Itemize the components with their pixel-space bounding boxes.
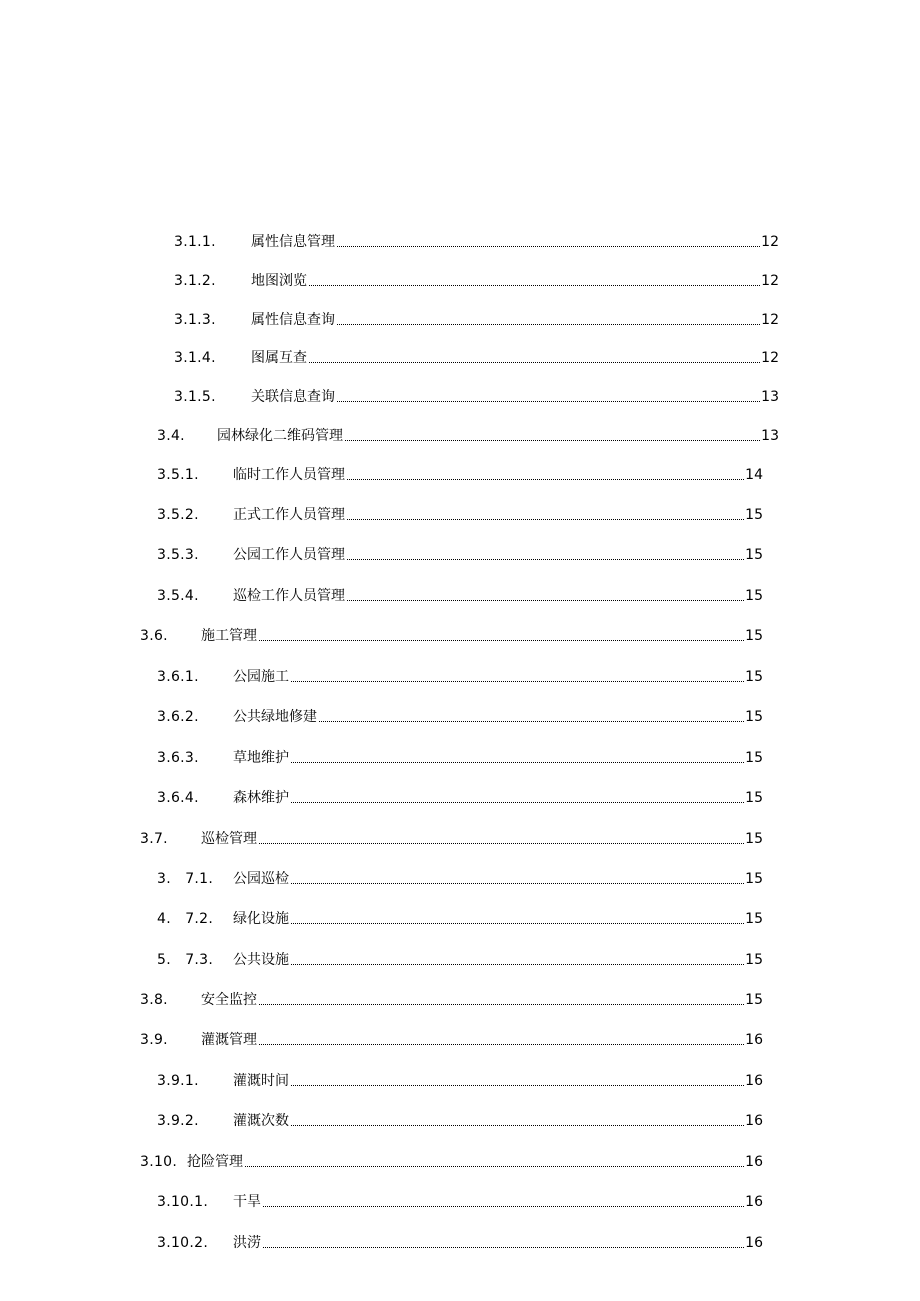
toc-entry[interactable] xyxy=(157,1108,763,1130)
toc-entry-page: 15 xyxy=(745,750,763,766)
toc-dot-leader xyxy=(337,245,760,247)
toc-dot-leader xyxy=(291,801,744,803)
toc-entry-title: 公园工作人员管理 xyxy=(233,547,345,563)
toc-entry-page: 15 xyxy=(745,628,763,644)
toc-entry-number: 3.5.2. xyxy=(157,507,199,523)
toc-entry-number: 3.1.2. xyxy=(174,273,216,289)
toc-entry-title: 地图浏览 xyxy=(251,273,307,289)
toc-entry-number: 3.6.1. xyxy=(157,669,199,685)
toc-entry-title: 巡检管理 xyxy=(201,831,257,847)
toc-entry-page: 14 xyxy=(745,467,763,483)
toc-dot-leader xyxy=(291,882,744,884)
toc-dot-leader xyxy=(259,1003,744,1005)
toc-entry[interactable] xyxy=(157,583,763,605)
toc-entry-page: 16 xyxy=(745,1154,763,1170)
toc-entry-page: 15 xyxy=(745,669,763,685)
toc-dot-leader xyxy=(347,599,744,601)
toc-entry-number: 3.5.1. xyxy=(157,467,199,483)
toc-entry[interactable] xyxy=(140,1027,763,1049)
toc-entry-title: 灌溉次数 xyxy=(233,1113,289,1129)
toc-entry-page: 13 xyxy=(761,389,779,405)
toc-entry-title: 巡检工作人员管理 xyxy=(233,588,345,604)
toc-dot-leader xyxy=(319,720,744,722)
toc-entry[interactable] xyxy=(157,704,763,726)
toc-entry-number: 3.10.2. xyxy=(157,1235,209,1251)
toc-entry-title: 公园施工 xyxy=(233,669,289,685)
toc-entry-page: 16 xyxy=(745,1032,763,1048)
toc-entry-number: 3.6.4. xyxy=(157,790,199,806)
toc-entry-number: 3.9. xyxy=(140,1032,168,1048)
toc-dot-leader xyxy=(309,284,760,286)
toc-entry-number: 3.1.4. xyxy=(174,350,216,366)
toc-entry-page: 15 xyxy=(745,790,763,806)
toc-entry-page: 13 xyxy=(761,428,779,444)
toc-entry-number: 3.9.2. xyxy=(157,1113,199,1129)
toc-dot-leader xyxy=(291,922,744,924)
toc-entry-title: 洪涝 xyxy=(233,1235,261,1251)
toc-entry-title: 公共设施 xyxy=(233,952,289,968)
toc-dot-leader xyxy=(263,1205,744,1207)
toc-entry-title: 安全监控 xyxy=(201,992,257,1008)
toc-entry[interactable] xyxy=(157,785,763,807)
toc-entry-number: 3.4. xyxy=(157,428,185,444)
toc-dot-leader xyxy=(337,323,760,325)
toc-dot-leader xyxy=(259,1043,744,1045)
toc-dot-leader xyxy=(259,639,744,641)
toc-entry[interactable] xyxy=(157,947,763,969)
toc-dot-leader xyxy=(347,558,744,560)
toc-dot-leader xyxy=(263,1246,744,1248)
toc-entry-number: 3.6. xyxy=(140,628,168,644)
toc-entry-page: 12 xyxy=(761,234,779,250)
toc-entry-page: 15 xyxy=(745,709,763,725)
toc-dot-leader xyxy=(291,963,744,965)
toc-entry-page: 15 xyxy=(745,871,763,887)
toc-entry[interactable] xyxy=(174,307,779,329)
toc-entry-page: 12 xyxy=(761,312,779,328)
toc-entry-title: 公共绿地修建 xyxy=(233,709,317,725)
toc-entry-number: 3.8. xyxy=(140,992,168,1008)
toc-entry-title: 干旱 xyxy=(233,1194,261,1210)
toc-entry-title: 关联信息查询 xyxy=(251,389,335,405)
toc-dot-leader xyxy=(337,400,760,402)
toc-entry-page: 15 xyxy=(745,507,763,523)
toc-entry[interactable] xyxy=(157,664,763,686)
toc-entry-title: 草地维护 xyxy=(233,750,289,766)
toc-entry[interactable] xyxy=(157,502,763,524)
toc-entry[interactable] xyxy=(157,906,763,928)
toc-entry-title: 图属互查 xyxy=(251,350,307,366)
toc-entry[interactable] xyxy=(157,1189,763,1211)
toc-entry[interactable] xyxy=(157,542,763,564)
toc-entry-title: 抢险管理 xyxy=(187,1154,243,1170)
toc-entry-title: 森林维护 xyxy=(233,790,289,806)
toc-entry[interactable] xyxy=(140,826,763,848)
toc-dot-leader xyxy=(291,1084,744,1086)
toc-entry-number: 3.6.3. xyxy=(157,750,199,766)
toc-entry-title: 施工管理 xyxy=(201,628,257,644)
toc-entry-title: 公园巡检 xyxy=(233,871,289,887)
toc-entry-number: 3.5.4. xyxy=(157,588,199,604)
toc-dot-leader xyxy=(347,478,744,480)
toc-entry-page: 16 xyxy=(745,1113,763,1129)
toc-entry-title: 属性信息管理 xyxy=(251,234,335,250)
toc-entry[interactable] xyxy=(174,384,779,406)
toc-entry-title: 属性信息查询 xyxy=(251,312,335,328)
toc-entry-title: 绿化设施 xyxy=(233,911,289,927)
toc-entry-number: 3.7. xyxy=(140,831,168,847)
toc-entry-title: 正式工作人员管理 xyxy=(233,507,345,523)
toc-entry[interactable] xyxy=(140,623,763,645)
toc-dot-leader xyxy=(309,361,760,363)
toc-entry[interactable] xyxy=(174,345,779,367)
toc-entry-number: 3.1.3. xyxy=(174,312,216,328)
toc-entry-number: 3.6.2. xyxy=(157,709,199,725)
toc-dot-leader xyxy=(291,761,744,763)
toc-entry[interactable] xyxy=(174,268,779,290)
toc-entry-page: 15 xyxy=(745,547,763,563)
toc-entry-page: 16 xyxy=(745,1235,763,1251)
toc-entry-title: 灌溉管理 xyxy=(201,1032,257,1048)
toc-entry[interactable] xyxy=(157,745,763,767)
toc-entry[interactable] xyxy=(157,866,763,888)
toc-entry-page: 16 xyxy=(745,1194,763,1210)
toc-entry-page: 15 xyxy=(745,952,763,968)
toc-entry-number: 3.5.3. xyxy=(157,547,199,563)
toc-dot-leader xyxy=(259,842,744,844)
toc-entry-title: 临时工作人员管理 xyxy=(233,467,345,483)
toc-entry[interactable] xyxy=(157,1230,763,1252)
toc-entry-number: 3.1.1. xyxy=(174,234,216,250)
toc-entry-page: 15 xyxy=(745,831,763,847)
toc-dot-leader xyxy=(291,680,744,682)
toc-entry-page: 12 xyxy=(761,350,779,366)
toc-entry[interactable] xyxy=(140,1149,763,1171)
toc-dot-leader xyxy=(347,518,744,520)
toc-entry-number: 3.10.1. xyxy=(157,1194,209,1210)
toc-entry-number: 3.10. xyxy=(140,1154,178,1170)
toc-entry[interactable] xyxy=(157,462,763,484)
toc-entry-number: 5. 7.3. xyxy=(157,952,214,968)
toc-entry-title: 灌溉时间 xyxy=(233,1073,289,1089)
toc-entry-number: 3.9.1. xyxy=(157,1073,199,1089)
toc-entry-number: 3. 7.1. xyxy=(157,871,214,887)
toc-entry[interactable] xyxy=(140,987,763,1009)
toc-entry-page: 15 xyxy=(745,588,763,604)
toc-entry[interactable] xyxy=(157,423,779,445)
toc-dot-leader xyxy=(345,439,760,441)
toc-entry[interactable] xyxy=(157,1068,763,1090)
toc-entry-number: 3.1.5. xyxy=(174,389,216,405)
toc-entry-number: 4. 7.2. xyxy=(157,911,214,927)
toc-dot-leader xyxy=(291,1124,744,1126)
toc-entry-page: 15 xyxy=(745,911,763,927)
toc-entry-page: 15 xyxy=(745,992,763,1008)
toc-entry[interactable] xyxy=(174,229,779,251)
toc-entry-page: 12 xyxy=(761,273,779,289)
toc-entry-title: 园林绿化二维码管理 xyxy=(217,428,343,444)
toc-entry-page: 16 xyxy=(745,1073,763,1089)
toc-dot-leader xyxy=(245,1165,744,1167)
